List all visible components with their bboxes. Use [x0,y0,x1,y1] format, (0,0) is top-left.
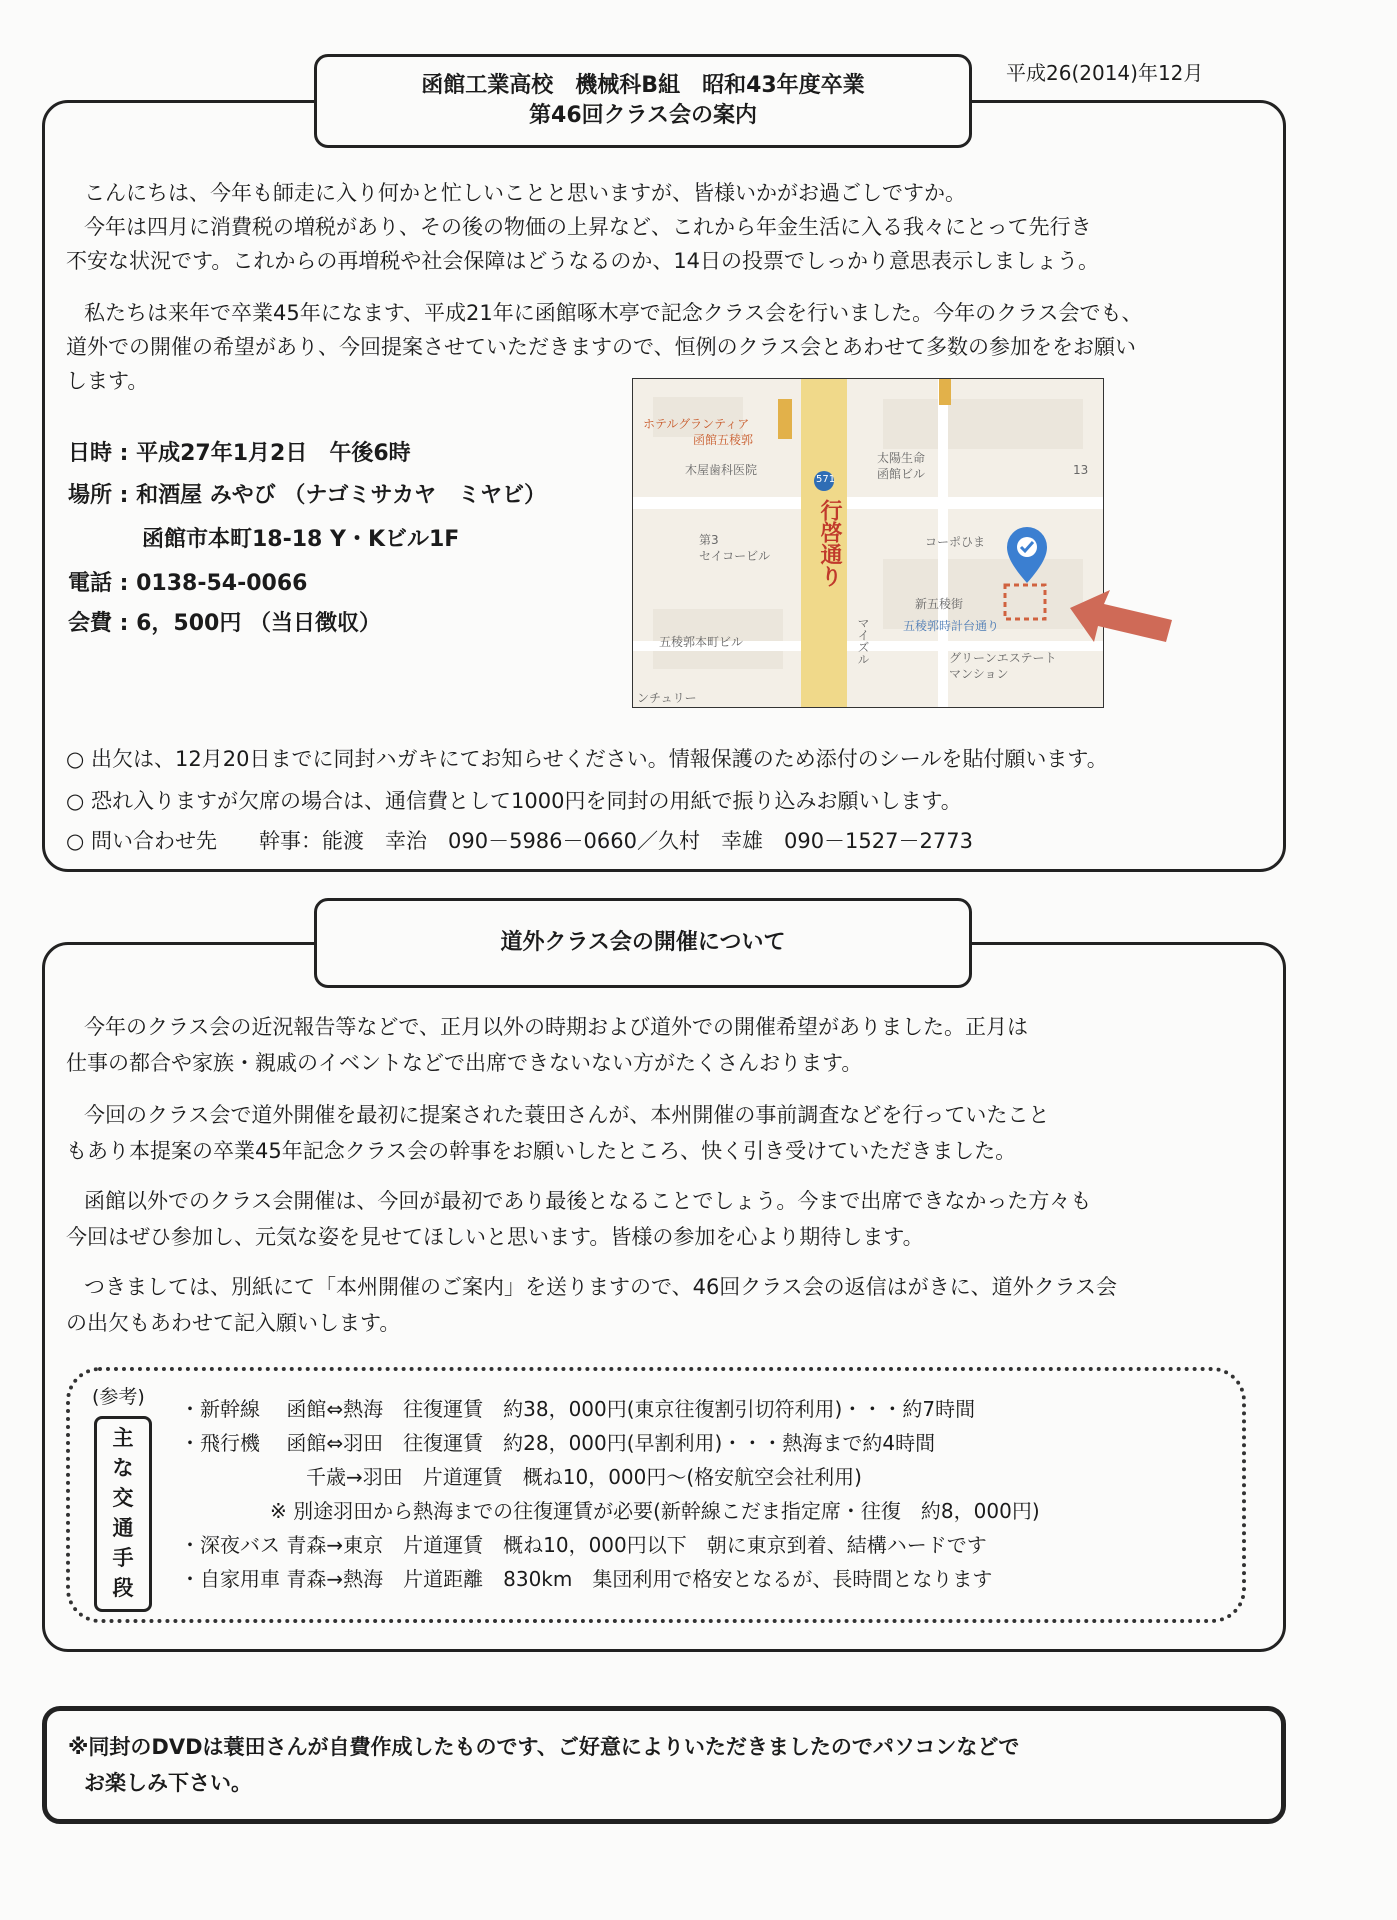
map-label-dental: 木屋歯科医院 [685,463,758,477]
transport-shinkansen: ・新幹線 函館⇔熱海 往復運賃 約38，000円(東京往復割引切符利用)・・・約7時間 [180,1397,976,1421]
map-label-clock: 五稜郭時計台通り [903,619,1000,633]
intro-p1: こんにちは、今年も師走に入り何かと忙しいことと思いますが、皆様いかがお過ごしですか。 [84,181,966,205]
map-label-hotel: ホテルグランティア [643,417,750,431]
transport-airplane-lcc: 千歳→羽田 片道運賃 概ね10，000円～(格安航空会社利用) [306,1465,862,1489]
venue-map [632,378,1104,708]
map-label-taiyo2: 函館ビル [877,467,926,481]
transport-airplane: ・飛行機 函館⇔羽田 往復運賃 約28，000円(早割利用)・・・熱海まで約4時間 [180,1431,936,1455]
section2-p4b: の出欠もあわせて記入願いします。 [66,1311,401,1335]
notice-contact: ○ 問い合わせ先 幹事：能渡 幸治 090－5986－0660／久村 幸雄 090－1527－2773 [66,829,973,853]
transport-car: ・自家用車 青森→熱海 片道距離 830km 集団利用で格安となるが、長時間となります [180,1567,993,1591]
vertical-char: な [112,1456,134,1480]
event-place: 場所 : 和酒屋 みやび （ナゴミサカヤ ミヤビ） [68,483,547,508]
header-line2: 第46回クラス会の案内 [529,103,757,128]
reference-label: (参考) [92,1386,145,1408]
map-label-green2: マンション [949,667,1009,681]
map-label-route: 571 [816,474,836,485]
intro-p2b: 不安な状況です。これからの再増税や社会保障はどうなるのか、14日の投票でしっかり意思表示しましょう。 [66,249,1100,273]
map-building [778,399,792,439]
section2-p2a: 今回のクラス会で道外開催を最初に提案された蓑田さんが、本州開催の事前調査などを行っていたこと [84,1103,1050,1127]
map-label-street: 行啓通り [817,499,842,587]
section2-p3b: 今回はぜひ参加し、元気な姿を見せてほしいと思います。皆様の参加を心より期待します。 [66,1225,924,1249]
map-label-maizuru: マイズル [856,617,870,665]
vertical-char: 通 [112,1516,134,1540]
vertical-char: 主 [112,1426,134,1450]
invitation-header [314,54,972,148]
map-label-hotel2: 函館五稜郭 [693,433,754,447]
event-datetime: 日時 : 平成27年1月2日 午後6時 [68,441,411,466]
section2-p3a: 函館以外でのクラス会開催は、今回が最初であり最後となることでしょう。今まで出席できなかった方々も [84,1189,1092,1213]
transport-night-bus: ・深夜バス 青森→東京 片道運賃 概ね10，000円以下 朝に東京到着、結構ハードです [180,1533,987,1557]
dvd-note-line1: ※同封のDVDは蓑田さんが自費作成したものです、ご好意によりいただきましたのでパソコンなどで [68,1735,1020,1759]
map-label-seiko: 第3 [699,533,719,547]
notice-absence: ○ 恐れ入りますが欠席の場合は、通信費として1000円を同封の用紙で振り込みお願いします。 [66,789,962,813]
vertical-char: 手 [112,1546,134,1570]
intro-p3b: 道外での開催の希望があり、今回提案させていただきますので、恒例のクラス会とあわせて多数の参加ををお願い [66,335,1136,359]
map-road-side [633,497,1103,509]
map-label-shingo: 新五稜街 [915,597,964,611]
notice-attendance: ○ 出欠は、12月20日までに同封ハガキにてお知らせください。情報保護のため添付のシールを貼付願います。 [66,747,1108,771]
dvd-note-line2: お楽しみ下さい。 [84,1771,252,1795]
section2-p1a: 今年のクラス会の近況報告等などで、正月以外の時期および道外での開催希望がありました。正月は [84,1015,1028,1039]
map-label-taiyo: 太陽生命 [877,451,926,465]
map-label-seiko2: セイコービル [699,549,771,563]
event-fee: 会費 : 6，500円 （当日徴収） [68,611,382,636]
map-label-13: 13 [1073,463,1089,477]
issue-date: 平成26(2014)年12月 [1006,61,1204,85]
section2-p2b: もあり本提案の卒業45年記念クラス会の幹事をお願いしたところ、快く引き受けていただきました。 [66,1139,1017,1163]
map-label-century: ンチュリー [637,691,697,705]
event-address: 函館市本町18-18 Y・Kビル1F [142,527,460,552]
pointer-arrow-icon [1064,590,1176,660]
transport-vertical-label [94,1416,152,1612]
section2-header [314,898,972,988]
intro-p3a: 私たちは来年で卒業45年になます、平成21年に函館啄木亭で記念クラス会を行いました。今年のクラス会でも、 [84,301,1143,325]
map-label-honcho: 五稜郭本町ビル [659,635,744,649]
event-phone: 電話 : 0138-54-0066 [68,571,308,596]
map-label-corpo: コーポひま [925,535,986,549]
dvd-note-box [42,1706,1286,1824]
transport-airplane-note: ※ 別途羽田から熱海までの往復運賃が必要(新幹線こだま指定席・往復 約8，000円) [270,1499,1040,1523]
map-label-green: グリーンエステート [949,651,1057,665]
section2-p1b: 仕事の都合や家族・親戚のイベントなどで出席できないない方がたくさんおります。 [66,1051,863,1075]
map-building [939,379,951,405]
vertical-char: 段 [112,1576,134,1600]
intro-p2a: 今年は四月に消費税の増税があり、その後の物価の上昇など、これから年金生活に入る我々にとって先行き [84,215,1092,239]
intro-p3c: します。 [66,369,149,393]
section2-p4a: つきましては、別紙にて「本州開催のご案内」を送りますので、46回クラス会の返信はがきに、道外クラス会 [84,1275,1118,1299]
section2-title: 道外クラス会の開催について [500,930,786,955]
vertical-char: 交 [112,1486,134,1510]
header-line1: 函館工業高校 機械科B組 昭和43年度卒業 [421,73,865,98]
map-block [883,399,1083,449]
